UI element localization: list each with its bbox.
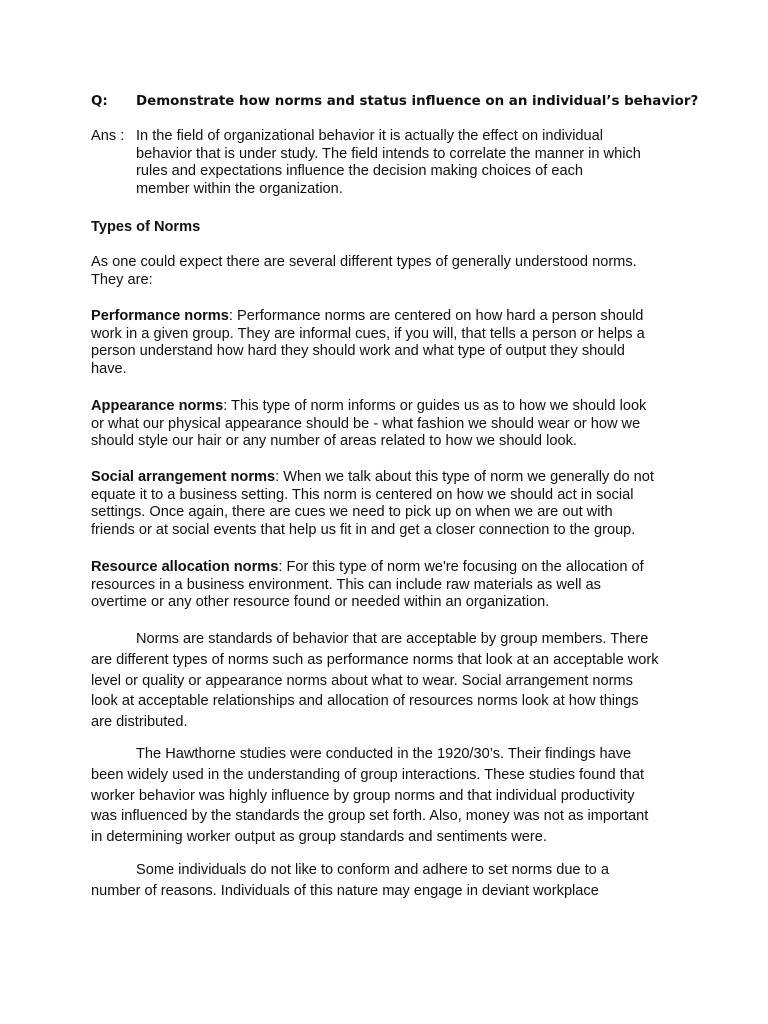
social-line: equate it to a business setting. This norm is centered on how we should act in social	[91, 486, 634, 503]
intro-paragraph	[91, 254, 691, 289]
para2-line: been widely used in the understanding of group interactions. These studies found that	[91, 766, 645, 783]
para3-line: number of reasons. Individuals of this nature may engage in deviant workplace	[91, 882, 599, 899]
para1-line: are different types of norms such as performance norms that look at an acceptable work	[91, 651, 659, 668]
conformity-paragraph	[91, 860, 691, 902]
performance-line: work in a given group. They are informal cues, if you will, that tells a person or helps a	[91, 325, 645, 342]
para2-line: was influenced by the standards the group set forth. Also, money was not as important	[91, 808, 649, 825]
para2-line: in determining worker output as group standards and sentiments were.	[91, 829, 547, 846]
norms-definition-paragraph	[91, 629, 691, 733]
appearance-line: or what our physical appearance should be - what fashion we should wear or how we	[91, 415, 641, 432]
resource-line: resources in a business environment. This can include raw materials as well as	[91, 576, 601, 593]
performance-norms-paragraph	[91, 308, 691, 378]
resource-norms-first: : For this type of norm we're focusing on the allocation of	[278, 559, 644, 575]
question-text: Demonstrate how norms and status influence on an individual’s behavior?	[136, 94, 699, 109]
social-norms-first: : When we talk about this type of norm we generally do not	[275, 469, 654, 485]
answer-text	[136, 128, 676, 198]
intro-line: They are:	[91, 271, 153, 288]
performance-line: person understand how hard they should work and what type of output they should	[91, 343, 625, 360]
para1-line: level or quality or appearance norms about what to wear. Social arrangement norms	[91, 672, 633, 689]
para1-line: Norms are standards of behavior that are acceptable by group members. There	[136, 631, 649, 647]
section-heading: Types of Norms	[91, 219, 201, 235]
answer-line: rules and expectations influence the decision making choices of each	[136, 163, 584, 180]
answer-line: member within the organization.	[136, 180, 343, 197]
appearance-line: should style our hair or any number of areas related to how we should look.	[91, 433, 577, 450]
social-norms-term: Social arrangement norms	[91, 469, 276, 485]
answer-line: In the field of organizational behavior it is actually the effect on individual	[136, 128, 604, 144]
para1-line: look at acceptable relationships and allocation of resources norms look at how things	[91, 693, 639, 710]
answer-line: behavior that is under study. The field intends to correlate the manner in which	[136, 145, 641, 162]
para3-line: Some individuals do not like to conform and adhere to set norms due to a	[136, 862, 609, 878]
answer-label: Ans :	[91, 128, 125, 144]
appearance-norms-term: Appearance norms	[91, 398, 224, 414]
intro-line: As one could expect there are several different types of generally understood norms.	[91, 254, 637, 270]
social-line: settings. Once again, there are cues we need to pick up on when we are out with	[91, 504, 613, 521]
social-norms-paragraph	[91, 469, 691, 539]
resource-line: overtime or any other resource found or needed within an organization.	[91, 594, 550, 611]
social-line: friends or at social events that help us fit in and get a closer connection to the group.	[91, 521, 636, 538]
performance-norms-first: : Performance norms are centered on how hard a person should	[228, 308, 644, 324]
appearance-norms-first: : This type of norm informs or guides us as to how we should look	[223, 398, 647, 414]
para2-line: The Hawthorne studies were conducted in the 1920/30’s. Their findings have	[136, 746, 632, 762]
para2-line: worker behavior was highly influence by group norms and that individual productivity	[91, 787, 635, 804]
resource-norms-paragraph	[91, 559, 691, 612]
resource-norms-term: Resource allocation norms	[91, 559, 279, 575]
performance-norms-term: Performance norms	[91, 308, 229, 324]
appearance-norms-paragraph	[91, 398, 691, 451]
performance-line: have.	[91, 360, 127, 377]
hawthorne-paragraph	[91, 744, 691, 848]
question-label: Q:	[91, 94, 108, 109]
para1-line: are distributed.	[91, 714, 188, 731]
